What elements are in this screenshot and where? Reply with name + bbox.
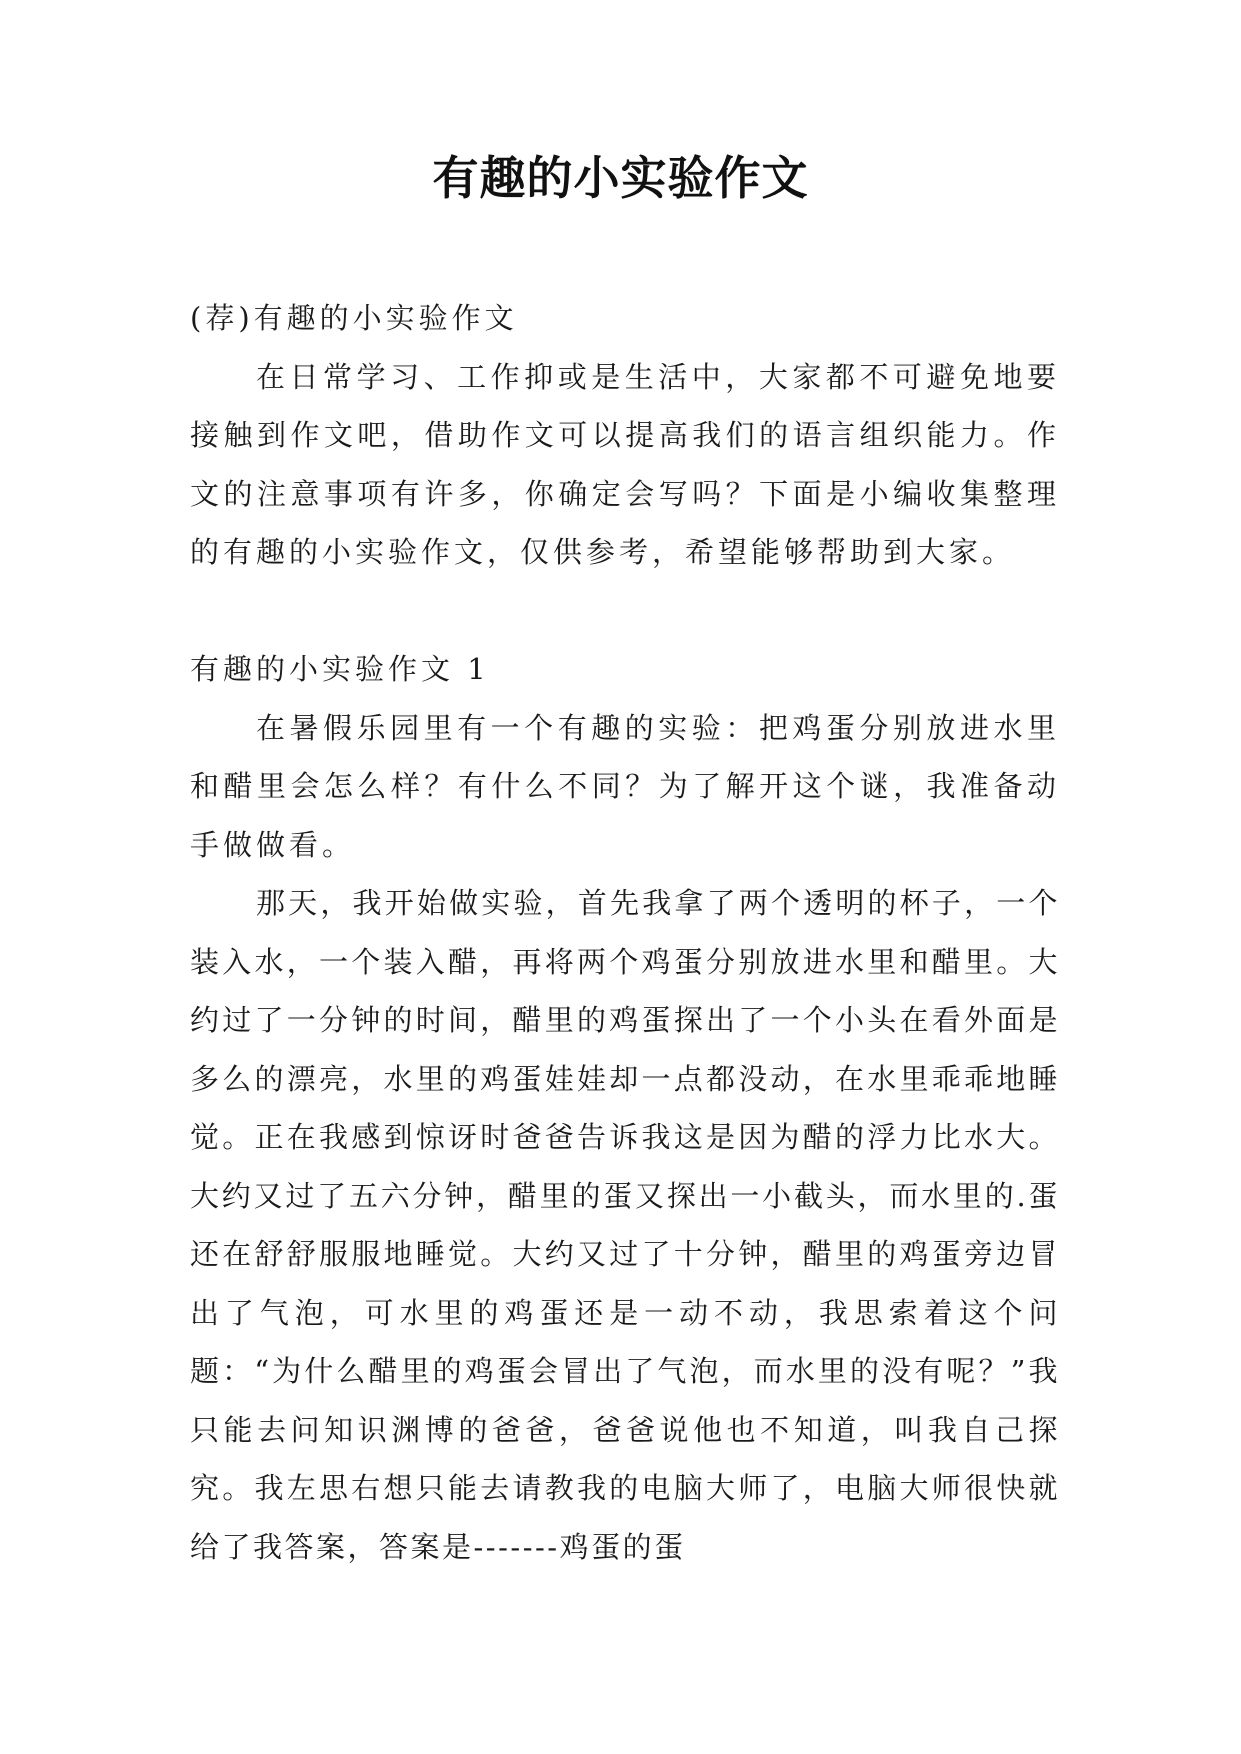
section-heading: 有趣的小实验作文 1 [190,652,490,686]
intro-paragraph: 在日常学习、工作抑或是生活中，大家都不可避免地要接触到作文吧，借助作文可以提高我们的语言组织能力。作文的注意事项有许多，你确定会写吗？下面是小编收集整理的有趣的小实验作文，仅供参考，希望能够帮助到大家。 [190,359,1060,569]
document-title: 有趣的小实验作文 [432,151,809,205]
document-subtitle: (荐)有趣的小实验作文 [190,301,518,335]
paragraph-spacer [190,582,1060,641]
essay-paragraph-1: 在暑假乐园里有一个有趣的实验：把鸡蛋分别放进水里和醋里会怎么样？有什么不同？为了解开这个谜，我准备动手做做看。 [190,710,1060,862]
document-body [190,289,1060,1576]
essay-paragraph-2: 那天，我开始做实验，首先我拿了两个透明的杯子，一个装入水，一个装入醋，再将两个鸡蛋分别放进水里和醋里。大约过了一分钟的时间，醋里的鸡蛋探出了一个小头在看外面是多么的漂亮，水里的鸡蛋娃娃却一点都没动，在水里乖乖地睡觉。正在我感到惊讶时爸爸告诉我这是因为醋的浮力比水大。大约又过了五六分钟，醋里的蛋又探出一小截头，而水里的.蛋还在舒舒服服地睡觉。大约又过了十分钟，醋里的鸡蛋旁边冒出了气泡，可水里的鸡蛋还是一动不动，我思索着这个问题：“为什么醋里的鸡蛋会冒出了气泡，而水里的没有呢？”我只能去问知识渊博的爸爸，爸爸说他也不知道，叫我自己探究。我左思右想只能去请教我的电脑大师了，电脑大师很快就给了我答案，答案是-------鸡蛋的蛋 [190,886,1060,1564]
